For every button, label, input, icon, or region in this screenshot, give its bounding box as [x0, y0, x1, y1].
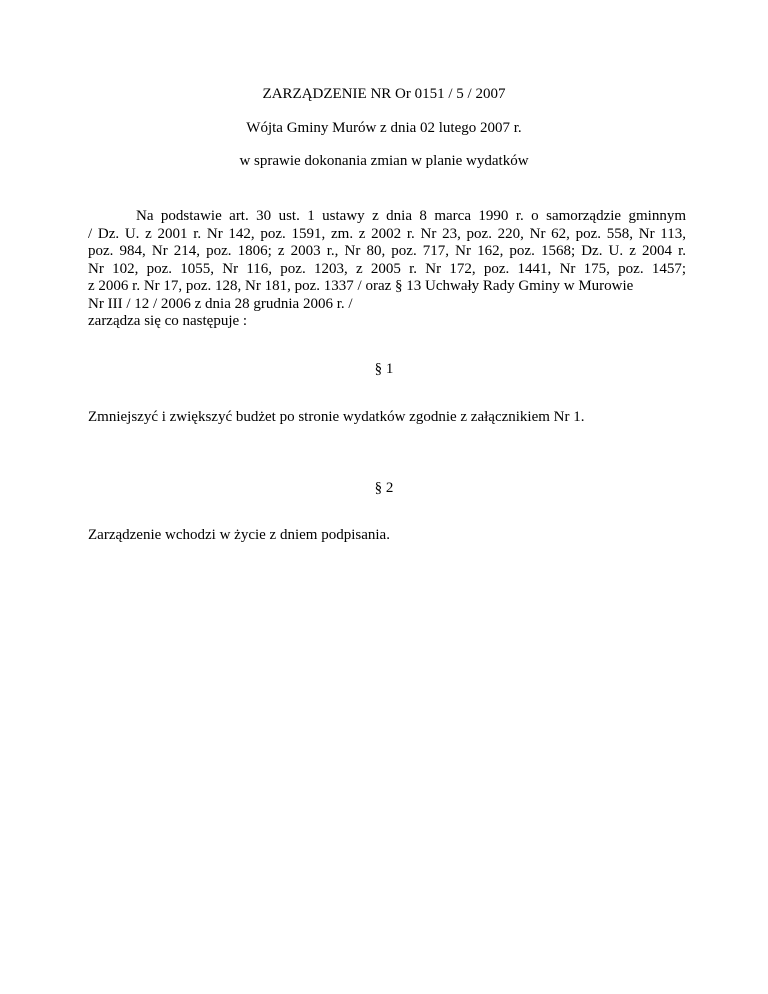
legal-basis-line: Na podstawie art. 30 ust. 1 ustawy z dnia 8 marca 1990 r. o samorządzie gminnym: [136, 208, 686, 224]
legal-basis-line: poz. 984, Nr 214, poz. 1806; z 2003 r., Nr 80, poz. 717, Nr 162, poz. 1568; Dz. U. z 2004 r.: [88, 243, 686, 259]
section-2-heading: § 2: [374, 480, 394, 496]
legal-basis-line: / Dz. U. z 2001 r. Nr 142, poz. 1591, zm. z 2002 r. Nr 23, poz. 220, Nr 62, poz. 558, Nr 113,: [88, 225, 686, 242]
document-subject: w sprawie dokonania zmian w planie wydatków: [239, 153, 529, 169]
legal-basis-line: Nr III / 12 / 2006 z dnia 28 grudnia 2006 r. /: [88, 295, 353, 312]
legal-basis-line: Nr 102, poz. 1055, Nr 116, poz. 1203, z 2005 r. Nr 172, poz. 1441, Nr 175, poz. 1457;: [88, 260, 686, 277]
document-title: ZARZĄDZENIE NR Or 0151 / 5 / 2007: [262, 86, 506, 102]
document-subtitle: Wójta Gminy Murów z dnia 02 lutego 2007 r.: [246, 120, 522, 136]
legal-basis-line: z 2006 r. Nr 17, poz. 128, Nr 181, poz. 1337 / oraz § 13 Uchwały Rady Gminy w Murowie: [88, 278, 634, 294]
legal-basis-line: zarządza się co następuje :: [88, 313, 248, 329]
section-2-text: Zarządzenie wchodzi w życie z dniem podpisania.: [88, 527, 390, 543]
section-1-text: Zmniejszyć i zwiększyć budżet po stronie wydatków zgodnie z załącznikiem Nr 1.: [88, 409, 585, 425]
section-1-heading: § 1: [374, 361, 394, 377]
legal-basis-paragraph: [88, 208, 686, 331]
